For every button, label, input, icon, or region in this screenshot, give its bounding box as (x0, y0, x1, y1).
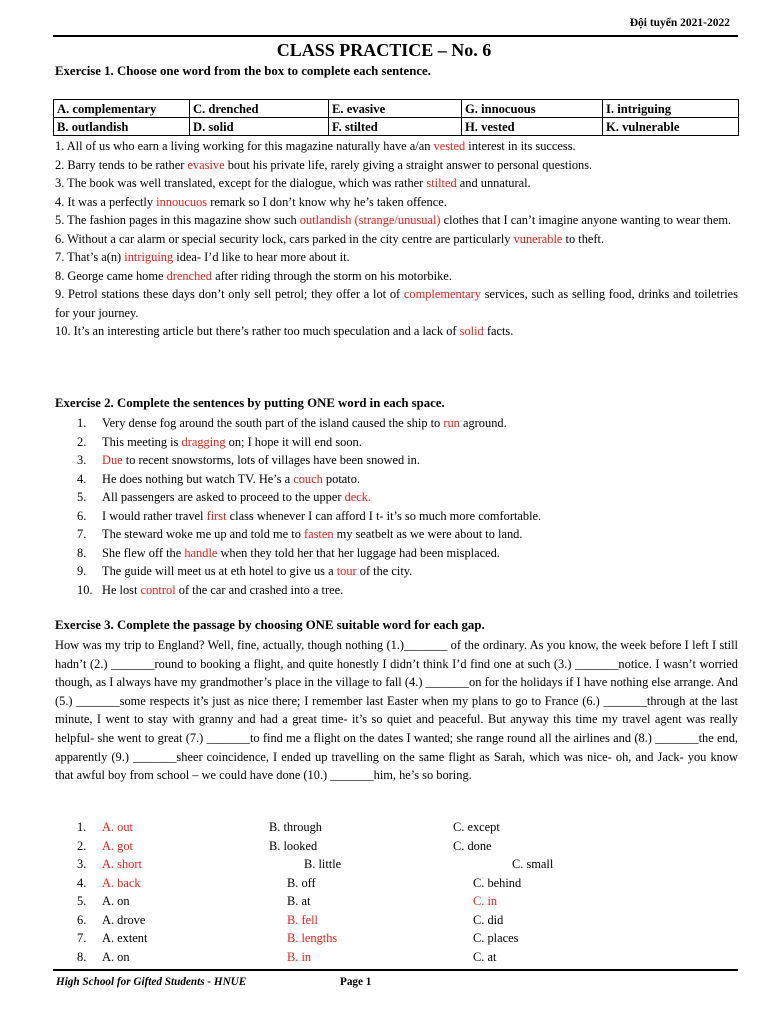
answer: run (443, 416, 460, 430)
item-text: when they told her that her luggage had been misplaced. (217, 545, 500, 560)
item-number: 3. (77, 453, 87, 467)
sentence-text: 3. The book was well translated, except for the dialogue, which was rather (55, 176, 427, 190)
sentence-text: 2. Barry tends to be rather (55, 157, 188, 172)
sentence-text: and unnatural. (456, 176, 531, 190)
word-box-cell: I. intriguing (603, 100, 739, 118)
sentence (55, 137, 738, 156)
word-box-cell: G. innocuous (462, 100, 603, 118)
option-number: 2. (77, 838, 87, 853)
passage-text: How was my trip to England? Well, fine, actually, though nothing (1.)_______ of the ordinary. As you know, the week before I left I still hadn’t (2.) _______round to booking a flight, and quite honestly I didn’t think I’d find one at such (3.) _______notice. I wasn’t worried though, as I always have my grandmother’s place in the village to fall (4.) _______on for the holidays if I have nothing else arrange. And (5.) _______some respects it’s just as nice there; I remember last Easter when my plans to go to France (6.) _______through at the last minute, I went to stay with granny and had a great time- it’s so quiet and peaceful. But anyway this time my travel agent was really helpful- she went to great (7.) _______to find me a flight on the dates I wanted; she range round all the airlines and (8.) _______the end, apparently (9.) _______sheer coincidence, I ended up travelling on the same flight as Sarah, which was nice- oh, and Jack- you know that awful boy from school – we could have done (10.) _______him, he’s so boring. (55, 638, 738, 783)
option-c: C. small (512, 857, 554, 871)
item-text: of the city. (356, 564, 413, 578)
footer-school: High School for Gifted Students - HNUE (56, 976, 247, 988)
item-text: The guide will meet us at eth hotel to give us a (102, 564, 337, 578)
answer: dragging (181, 434, 226, 449)
option-number: 1. (77, 820, 87, 834)
sentence-text: 7. That’s a(n) (55, 250, 125, 264)
item-text: She flew off the (102, 545, 185, 560)
option-c: C. done (453, 838, 492, 853)
word-box-cell: D. solid (190, 118, 329, 136)
sentence (55, 230, 738, 249)
item-text: Very dense fog around the south part of the island caused the ship to (102, 416, 444, 430)
sentence-text: clothes that I can’t imagine anyone wanting to wear them. (440, 213, 732, 227)
option-row (55, 929, 738, 948)
item-text: class whenever I can afford I t- it’s so much more comfortable. (226, 508, 542, 523)
item-text: I would rather travel (102, 508, 207, 523)
exercise-2-heading: Exercise 2. Complete the sentences by putting ONE word in each space. (55, 396, 445, 410)
option-c: C. behind (473, 875, 522, 890)
answer: intriguing (124, 250, 174, 264)
answer: couch (293, 471, 323, 486)
option-b: B. looked (269, 838, 318, 853)
item-text: on; I hope it will end soon. (225, 434, 362, 449)
item-text: of the car and crashed into a tree. (175, 582, 344, 597)
sentence-text: services, such as selling food, drinks and toiletries for your journey. (55, 287, 739, 320)
sentence-text: after riding through the storm on his motorbike. (212, 268, 452, 283)
answer: tour (336, 564, 357, 578)
option-row (55, 948, 738, 967)
sentence (55, 211, 738, 230)
item-text: He does nothing but watch TV. He’s a (102, 471, 294, 486)
exercise-1-sentences (55, 137, 738, 341)
option-b: B. fell (287, 912, 318, 927)
option-number: 6. (77, 912, 87, 927)
option-row (55, 837, 738, 856)
team-label: Đội tuyển 2021-2022 (629, 17, 730, 29)
footer-rule (53, 969, 738, 971)
list-item (55, 414, 738, 433)
word-box-row (54, 118, 739, 136)
list-item (55, 562, 738, 581)
answer: vested (433, 139, 466, 153)
answer: handle (184, 545, 218, 560)
item-text: He lost (102, 582, 141, 597)
sentence-text: remark so I don’t know why he’s taken offence. (207, 194, 447, 209)
word-box (53, 99, 739, 136)
list-item (55, 525, 738, 544)
sentence (55, 285, 738, 322)
option-c: C. did (473, 912, 504, 927)
option-c: C. in (473, 894, 498, 908)
item-text: potato. (322, 471, 360, 486)
option-b: B. off (287, 875, 316, 890)
word-box-row (54, 100, 739, 118)
word-box-cell: C. drenched (190, 100, 329, 118)
sentence-text: 10. It’s an interesting article but there’s rather too much speculation and a lack of (55, 324, 460, 338)
option-a: A. drove (102, 912, 146, 927)
sentence-text: idea- I’d like to hear more about it. (173, 250, 350, 264)
option-a: A. got (102, 838, 133, 853)
sentence-text: to theft. (562, 231, 605, 246)
answer: complementary (403, 287, 481, 301)
option-number: 8. (77, 949, 87, 964)
page-number: Page 1 (340, 976, 372, 988)
answer: outlandish (strange/unusual) (299, 213, 441, 227)
item-text: to recent snowstorms, lots of villages have been snowed in. (122, 453, 420, 467)
sentence-text: facts. (483, 324, 514, 338)
sentence-text: 6. Without a car alarm or special security lock, cars parked in the city centre are particularly (55, 231, 514, 246)
answer: drenched (166, 268, 212, 283)
item-number: 9. (77, 564, 87, 578)
exercise-2-list (55, 414, 738, 599)
option-c: C. at (473, 949, 497, 964)
sentence (55, 193, 738, 212)
sentence-text: 9. Petrol stations these days don’t only sell petrol; they offer a lot of (55, 287, 404, 301)
option-row (55, 892, 738, 911)
sentence-text: 8. George came home (55, 268, 167, 283)
page-title: CLASS PRACTICE – No. 6 (276, 40, 492, 60)
option-number: 3. (77, 857, 87, 871)
list-item (55, 433, 738, 452)
list-item (55, 581, 738, 600)
list-item (55, 451, 738, 470)
option-a: A. back (102, 875, 141, 890)
sentence-text: 1. All of us who earn a living working for this magazine naturally have a/an (55, 139, 434, 153)
option-number: 4. (77, 875, 87, 890)
word-box-cell: F. stilted (329, 118, 462, 136)
option-row (55, 874, 738, 893)
answer: solid (459, 324, 484, 338)
item-number: 8. (77, 545, 87, 560)
word-box-cell: H. vested (462, 118, 603, 136)
item-number: 2. (77, 434, 87, 449)
list-item (55, 507, 738, 526)
item-text: All passengers are asked to proceed to the upper (102, 490, 345, 504)
answer: deck. (344, 490, 372, 504)
sentence-text: interest in its success. (465, 139, 576, 153)
sentence-text: bout his private life, rarely giving a straight answer to personal questions. (224, 157, 593, 172)
answer: evasive (187, 157, 225, 172)
item-number: 6. (77, 508, 87, 523)
sentence (55, 267, 738, 286)
answer: fasten (303, 527, 334, 541)
option-b: B. through (269, 820, 323, 834)
option-row (55, 855, 738, 874)
option-c: C. places (473, 931, 519, 945)
item-number: 4. (77, 471, 87, 486)
option-row (55, 818, 738, 837)
option-number: 5. (77, 894, 87, 908)
item-text: my seatbelt as we were about to land. (333, 527, 523, 541)
word-box-cell: K. vulnerable (603, 118, 739, 136)
sentence (55, 174, 738, 193)
item-number: 10. (77, 582, 93, 597)
item-text: The steward woke me up and told me to (102, 527, 304, 541)
option-a: A. on (102, 894, 130, 908)
item-text: aground. (459, 416, 507, 430)
answer: first (206, 508, 227, 523)
header-rule (53, 35, 738, 37)
answer: innoucuos (156, 194, 208, 209)
option-row (55, 911, 738, 930)
option-a: A. out (102, 820, 133, 834)
answer: control (140, 582, 176, 597)
sentence (55, 322, 738, 341)
exercise-1-heading: Exercise 1. Choose one word from the box to complete each sentence. (55, 64, 431, 78)
list-item (55, 544, 738, 563)
list-item (55, 488, 738, 507)
option-a: A. on (102, 949, 130, 964)
option-a: A. short (102, 857, 142, 871)
item-text: This meeting is (102, 434, 182, 449)
sentence (55, 248, 738, 267)
sentence-text: 5. The fashion pages in this magazine show such (55, 213, 300, 227)
item-number: 7. (77, 527, 87, 541)
word-box-cell: E. evasive (329, 100, 462, 118)
option-b: B. lengths (287, 931, 338, 945)
option-b: B. in (287, 949, 312, 964)
word-box-cell: A. complementary (54, 100, 190, 118)
option-b: B. at (287, 894, 311, 908)
answer: stilted (426, 176, 457, 190)
word-box-cell: B. outlandish (54, 118, 190, 136)
sentence (55, 156, 738, 175)
exercise-3-options (55, 818, 738, 966)
item-number: 5. (77, 490, 87, 504)
option-a: A. extent (102, 931, 148, 945)
exercise-3-heading: Exercise 3. Complete the passage by choosing ONE suitable word for each gap. (55, 618, 485, 632)
option-c: C. except (453, 820, 500, 834)
item-number: 1. (77, 416, 87, 430)
option-number: 7. (77, 931, 87, 945)
exercise-3-passage (55, 636, 738, 785)
answer: vunerable (513, 231, 563, 246)
sentence-text: 4. It was a perfectly (55, 194, 157, 209)
list-item (55, 470, 738, 489)
answer: Due (102, 453, 123, 467)
option-b: B. little (304, 857, 342, 871)
